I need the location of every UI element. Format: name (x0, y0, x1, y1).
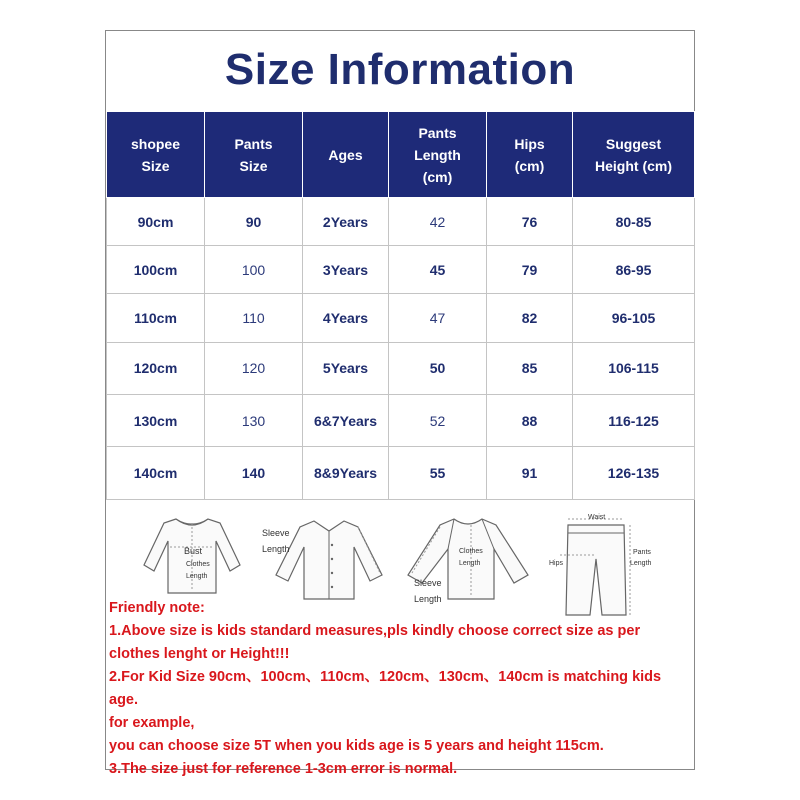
table-row (107, 246, 695, 294)
cell-shopee-size: 100cm (107, 246, 205, 294)
cell-ages: 2Years (303, 198, 389, 246)
cell-hips: 79 (487, 246, 573, 294)
cell-ages: 5Years (303, 342, 389, 394)
note-line-3: for example, (109, 715, 195, 731)
label-bust: Bust (184, 546, 203, 556)
cell-ages: 8&9Years (303, 447, 389, 500)
cell-pants-size: 130 (205, 395, 303, 447)
cell-pants-length: 45 (389, 246, 487, 294)
note-line-1: 1.Above size is kids standard measures,pls kindly choose correct size as per clothes lenght or Height!!! (109, 623, 641, 662)
cell-hips: 76 (487, 198, 573, 246)
label-sleeve-length: Length (262, 544, 290, 554)
table-row (107, 198, 695, 246)
friendly-notes (109, 597, 691, 781)
cell-shopee-size: 110cm (107, 294, 205, 342)
table-row (107, 447, 695, 500)
cell-ages: 4Years (303, 294, 389, 342)
raglan-shirt-illustration (402, 515, 534, 601)
header-hips: Hips (cm) (487, 112, 573, 198)
table-row (107, 294, 695, 342)
table-row (107, 395, 695, 447)
size-chart-sheet (105, 30, 695, 777)
cell-pants-size: 90 (205, 198, 303, 246)
note-line-2: 2.For Kid Size 90cm、100cm、110cm、120cm、130cm、140cm is matching kids age. (109, 669, 662, 708)
header-shopee-size: shopee Size (107, 112, 205, 198)
label-sleeve-3: Sleeve (414, 578, 442, 588)
cell-pants-length: 52 (389, 395, 487, 447)
cell-suggest-height: 96-105 (573, 294, 695, 342)
label-clothes-3: Clothes (459, 548, 483, 555)
cell-hips: 82 (487, 294, 573, 342)
label-length: Length (186, 573, 208, 580)
cell-suggest-height: 126-135 (573, 447, 695, 500)
note-line-5: 3.The size just for reference 1-3cm error is normal. (109, 761, 458, 777)
cell-pants-length: 50 (389, 342, 487, 394)
cell-pants-length: 47 (389, 294, 487, 342)
cell-pants-size: 100 (205, 246, 303, 294)
label-pants-length: Length (630, 560, 652, 567)
cell-ages: 6&7Years (303, 395, 389, 447)
table-header-row (107, 112, 695, 198)
label-length-3: Length (459, 560, 481, 567)
header-suggest-height: Suggest Height (cm) (573, 112, 695, 198)
label-hips: Hips (549, 560, 564, 567)
cell-shopee-size: 90cm (107, 198, 205, 246)
notes-heading: Friendly note: (109, 600, 205, 616)
cell-shopee-size: 120cm (107, 342, 205, 394)
table-row (107, 342, 695, 394)
label-waist: Waist (588, 514, 606, 521)
size-table (106, 111, 695, 500)
note-line-4: you can choose size 5T when you kids age is 5 years and height 115cm. (109, 738, 604, 754)
header-pants-length: Pants Length (cm) (389, 112, 487, 198)
label-clothes: Clothes (186, 561, 210, 568)
cell-suggest-height: 106-115 (573, 342, 695, 394)
page-title: Size Information (224, 45, 576, 94)
cell-pants-length: 55 (389, 447, 487, 500)
cell-hips: 91 (487, 447, 573, 500)
cell-hips: 88 (487, 395, 573, 447)
cell-suggest-height: 86-95 (573, 246, 695, 294)
cell-pants-length: 42 (389, 198, 487, 246)
label-pants: Pants (633, 549, 651, 556)
cell-hips: 85 (487, 342, 573, 394)
cell-pants-size: 110 (205, 294, 303, 342)
label-sleeve-length-3: Length (414, 594, 442, 604)
cell-suggest-height: 80-85 (573, 198, 695, 246)
header-ages: Ages (303, 112, 389, 198)
cell-shopee-size: 130cm (107, 395, 205, 447)
header-pants-size: Pants Size (205, 112, 303, 198)
cell-pants-size: 120 (205, 342, 303, 394)
cell-suggest-height: 116-125 (573, 395, 695, 447)
cell-ages: 3Years (303, 246, 389, 294)
label-sleeve: Sleeve (262, 528, 290, 538)
cell-shopee-size: 140cm (107, 447, 205, 500)
cell-pants-size: 140 (205, 447, 303, 500)
